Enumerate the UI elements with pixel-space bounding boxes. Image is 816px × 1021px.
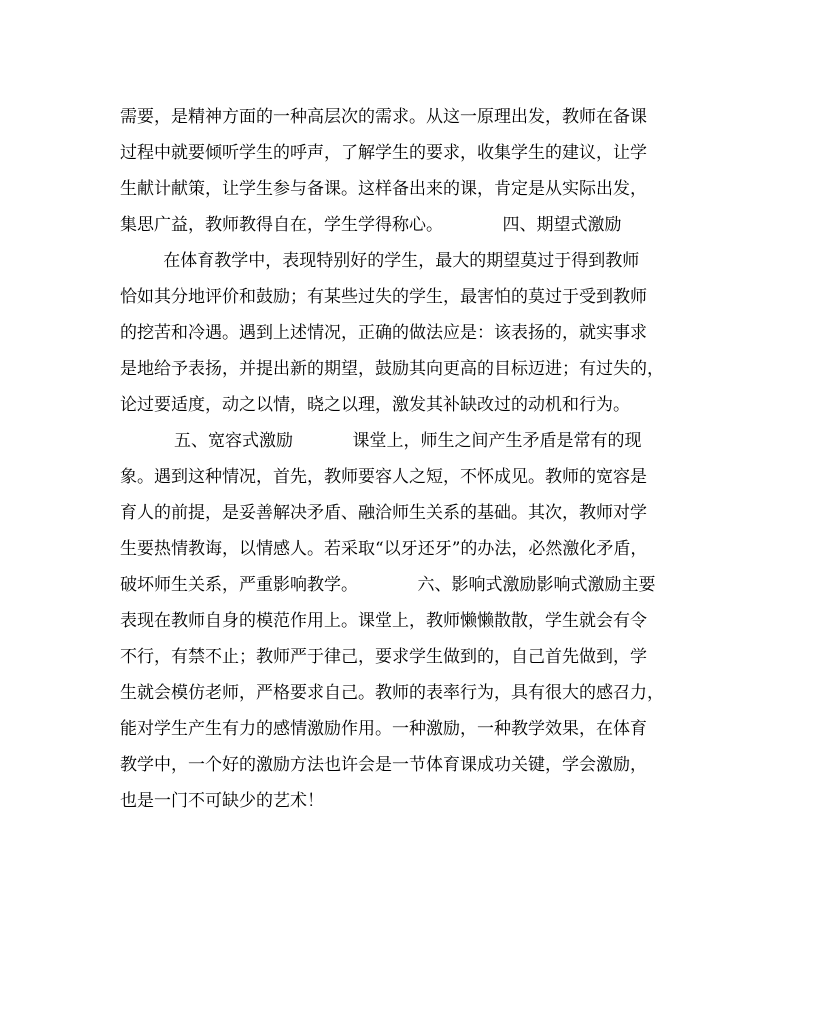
text-line: 需要，是精神方面的一种高层次的需求。从这一原理出发，教师在备课	[120, 107, 647, 127]
body-text	[120, 99, 700, 819]
text-line: 是地给予表扬，并提出新的期望，鼓励其向更高的目标迈进；有过失的，	[120, 359, 664, 379]
text-line: 能对学生产生有力的感情激励作用。一种激励，一种教学效果，在体育	[120, 719, 647, 739]
text-line: 教学中，一个好的激励方法也许会是一节体育课成功关键，学会激励，	[120, 755, 647, 775]
text-line: 在体育教学中，表现特别好的学生，最大的期望莫过于得到教师	[120, 251, 640, 271]
text-line: 五、宽容式激励 课堂上，师生之间产生矛盾是常有的现	[120, 431, 642, 451]
text-line: 过程中就要倾听学生的呼声，了解学生的要求，收集学生的建议，让学	[120, 143, 647, 163]
text-line: 恰如其分地评价和鼓励；有某些过失的学生，最害怕的莫过于受到教师	[120, 287, 647, 307]
text-line: 生献计献策，让学生参与备课。这样备出来的课，肯定是从实际出发，	[120, 179, 647, 199]
text-line: 育人的前提，是妥善解决矛盾、融洽师生关系的基础。其次，教师对学	[120, 503, 647, 523]
text-line: 也是一门不可缺少的艺术！	[120, 791, 324, 811]
text-line: 不行，有禁不止；教师严于律己，要求学生做到的，自己首先做到，学	[120, 647, 647, 667]
text-line: 象。遇到这种情况，首先，教师要容人之短，不怀成见。教师的宽容是	[120, 467, 647, 487]
text-line: 表现在教师自身的模范作用上。课堂上，教师懒懒散散，学生就会有令	[120, 611, 647, 631]
text-line: 生要热情教诲，以情感人。若采取“以牙还牙”的办法，必然激化矛盾，	[120, 539, 648, 559]
text-line: 集思广益，教师教得自在，学生学得称心。 四、期望式激励	[120, 215, 622, 235]
text-line: 的挖苦和冷遇。遇到上述情况，正确的做法应是：该表扬的，就实事求	[120, 323, 647, 343]
text-line: 论过要适度，动之以情，晓之以理，激发其补缺改过的动机和行为。	[120, 395, 630, 415]
text-line: 破坏师生关系，严重影响教学。 六、影响式激励影响式激励主要	[120, 575, 656, 595]
text-line: 生就会模仿老师，严格要求自己。教师的表率行为，具有很大的感召力，	[120, 683, 664, 703]
